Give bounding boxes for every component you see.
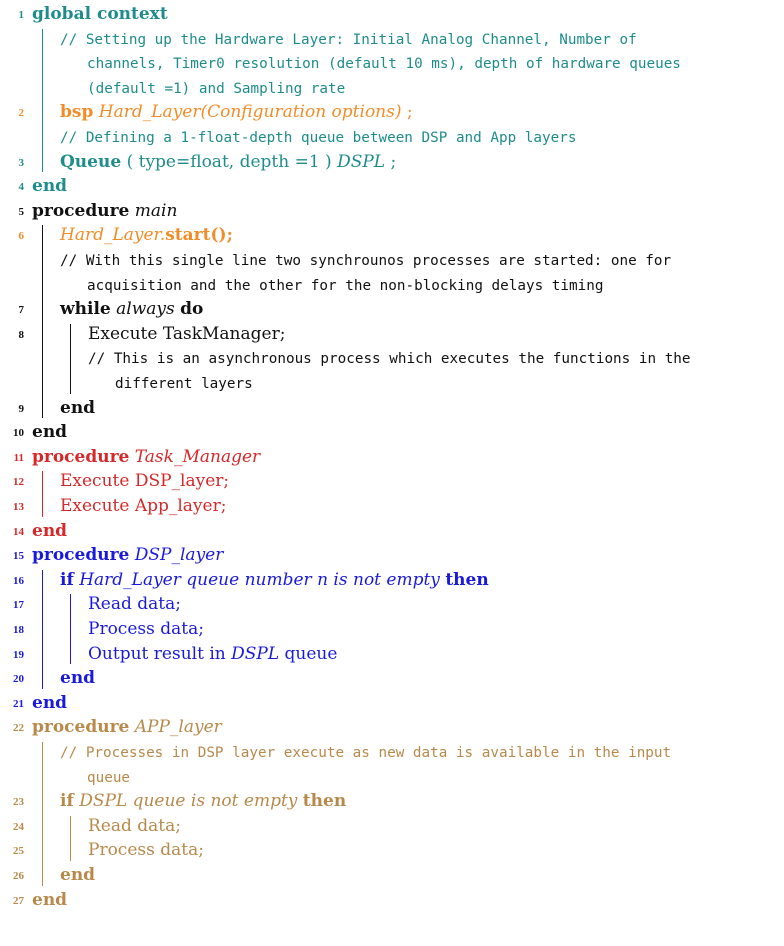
line-text bbox=[88, 592, 181, 616]
algorithm-line bbox=[0, 863, 784, 887]
line-text bbox=[32, 543, 223, 567]
line-number: 7 bbox=[18, 304, 24, 317]
line-text bbox=[60, 100, 413, 124]
line-text bbox=[87, 765, 130, 790]
algorithm-line bbox=[0, 838, 784, 862]
line-number: 14 bbox=[13, 525, 24, 538]
comment-text: queue bbox=[87, 769, 131, 786]
algorithm-comment-line bbox=[0, 765, 784, 789]
code-text: APP_layer bbox=[134, 717, 222, 738]
algorithm-comment-line bbox=[0, 51, 784, 75]
keyword: bsp bbox=[60, 102, 94, 123]
line-number: 25 bbox=[13, 845, 24, 858]
algorithm-line bbox=[0, 592, 784, 616]
line-text bbox=[60, 223, 233, 247]
code-text: DSP_layer bbox=[134, 545, 224, 566]
algorithm-line bbox=[0, 100, 784, 124]
line-number: 5 bbox=[18, 205, 24, 218]
code-text: Read data; bbox=[88, 815, 181, 836]
algorithm-line bbox=[0, 420, 784, 444]
keyword: procedure bbox=[32, 446, 130, 467]
line-text bbox=[88, 322, 285, 346]
code-text: Task_Manager bbox=[134, 446, 261, 467]
line-number: 13 bbox=[13, 501, 24, 513]
line-number: 17 bbox=[13, 599, 24, 612]
algorithm-line bbox=[0, 445, 784, 469]
line-number: 10 bbox=[13, 427, 24, 440]
comment-text: (default =1) and Sampling rate bbox=[87, 80, 346, 97]
code-text: Execute DSP_layer; bbox=[60, 471, 230, 492]
line-number: 22 bbox=[13, 722, 24, 735]
keyword: Queue bbox=[60, 151, 122, 172]
line-text bbox=[88, 642, 337, 666]
line-text bbox=[60, 666, 95, 690]
block-scope-bar bbox=[70, 594, 71, 664]
block-scope-bar bbox=[42, 471, 43, 516]
keyword: end bbox=[32, 889, 68, 910]
line-number: 19 bbox=[13, 648, 24, 661]
code-text: Execute App_layer; bbox=[60, 496, 227, 516]
line-text bbox=[32, 519, 67, 543]
algorithm-line bbox=[0, 642, 784, 666]
code-text: Hard_Layer(Configuration options) bbox=[93, 102, 402, 123]
code-text: Process data; bbox=[88, 840, 204, 861]
line-number: 15 bbox=[13, 550, 24, 563]
line-text bbox=[87, 273, 603, 298]
code-text: Output result in bbox=[88, 643, 232, 664]
code-text: DSPL queue is not empty bbox=[79, 791, 298, 812]
line-text bbox=[88, 346, 691, 371]
comment-text: different layers bbox=[115, 376, 253, 392]
line-text bbox=[60, 494, 226, 518]
keyword: end bbox=[32, 422, 68, 443]
line-number: 26 bbox=[13, 870, 24, 882]
line-number: 11 bbox=[13, 451, 24, 464]
line-number: 23 bbox=[13, 796, 24, 809]
keyword: do bbox=[180, 299, 204, 320]
code-text: queue bbox=[279, 643, 338, 664]
line-text bbox=[32, 199, 177, 223]
keyword: then bbox=[445, 569, 489, 590]
algorithm-line bbox=[0, 789, 784, 813]
code-text: Hard_Layer queue number n is not empty bbox=[79, 569, 440, 590]
keyword: procedure bbox=[32, 717, 130, 738]
line-number: 18 bbox=[13, 624, 24, 636]
algorithm-comment-line bbox=[0, 346, 784, 370]
keyword: end bbox=[60, 397, 96, 418]
line-text bbox=[32, 445, 260, 469]
code-text: Read data; bbox=[88, 594, 181, 615]
comment-text: // Defining a 1-float-depth queue between DSP and App layers bbox=[60, 130, 577, 146]
keyword: end bbox=[32, 176, 68, 197]
line-text bbox=[60, 150, 396, 174]
line-number: 27 bbox=[13, 894, 24, 907]
keyword: while bbox=[60, 299, 111, 320]
code-text: Process data; bbox=[88, 619, 204, 639]
line-text bbox=[60, 789, 346, 813]
line-text bbox=[32, 420, 67, 444]
keyword: end bbox=[60, 668, 96, 689]
algorithm-line bbox=[0, 494, 784, 518]
code-text: Execute TaskManager; bbox=[88, 323, 286, 344]
line-text bbox=[60, 27, 637, 52]
block-scope-bar bbox=[70, 324, 71, 394]
line-text bbox=[88, 814, 181, 838]
keyword: if bbox=[60, 791, 74, 812]
block-scope-bar bbox=[42, 742, 43, 886]
code-text: ; bbox=[385, 151, 397, 172]
block-scope-bar bbox=[42, 225, 43, 418]
code-text: Hard_Layer. bbox=[60, 225, 166, 246]
algorithm-line bbox=[0, 617, 784, 641]
algorithm-comment-line bbox=[0, 371, 784, 395]
algorithm-comment-line bbox=[0, 76, 784, 100]
line-number: 24 bbox=[13, 820, 24, 833]
line-text bbox=[32, 691, 67, 715]
line-text bbox=[60, 740, 671, 765]
line-number: 12 bbox=[13, 476, 24, 489]
code-text: ( type=float, depth =1 ) bbox=[121, 151, 338, 172]
algorithm-line bbox=[0, 396, 784, 420]
line-text bbox=[32, 888, 67, 912]
comment-text: // Setting up the Hardware Layer: Initial Analog Channel, Number of bbox=[60, 31, 637, 48]
line-text bbox=[60, 469, 229, 493]
comment-text: acquisition and the other for the non-blocking delays timing bbox=[87, 277, 604, 294]
algorithm-line bbox=[0, 150, 784, 174]
algorithm-line bbox=[0, 568, 784, 592]
comment-text: channels, Timer0 resolution (default 10 ms), depth of hardware queues bbox=[87, 56, 681, 73]
line-number: 1 bbox=[18, 9, 24, 21]
algorithm-line bbox=[0, 469, 784, 493]
keyword: start(); bbox=[165, 225, 233, 246]
line-text bbox=[88, 617, 204, 641]
algorithm-line bbox=[0, 2, 784, 26]
algorithm-line bbox=[0, 888, 784, 912]
line-text bbox=[60, 125, 576, 150]
line-number: 20 bbox=[13, 673, 24, 686]
line-text bbox=[32, 174, 67, 198]
block-scope-bar bbox=[42, 29, 43, 173]
line-number: 4 bbox=[18, 181, 24, 194]
line-text bbox=[87, 51, 681, 76]
algorithm-comment-line bbox=[0, 125, 784, 149]
algorithm-comment-line bbox=[0, 248, 784, 272]
keyword: global context bbox=[32, 4, 168, 24]
code-text: main bbox=[134, 200, 178, 221]
algorithm-line bbox=[0, 322, 784, 346]
algorithm-line bbox=[0, 691, 784, 715]
algorithm-line bbox=[0, 297, 784, 321]
keyword: then bbox=[302, 791, 347, 812]
line-number: 16 bbox=[13, 574, 24, 587]
line-text bbox=[87, 76, 345, 101]
keyword: procedure bbox=[32, 545, 130, 566]
code-text: always bbox=[116, 299, 175, 320]
code-text: DSPL bbox=[231, 643, 280, 664]
algorithm-line bbox=[0, 543, 784, 567]
comment-text: // With this single line two synchrounos processes are started: one for bbox=[60, 253, 672, 269]
algorithm-line bbox=[0, 715, 784, 739]
algorithm-line bbox=[0, 223, 784, 247]
block-scope-bar bbox=[70, 816, 71, 861]
algorithm-line bbox=[0, 814, 784, 838]
algorithm-comment-line bbox=[0, 273, 784, 297]
line-text bbox=[60, 863, 95, 887]
algorithm-line bbox=[0, 666, 784, 690]
keyword: end bbox=[32, 692, 68, 713]
keyword: end bbox=[32, 520, 68, 541]
keyword: end bbox=[60, 865, 96, 885]
line-text bbox=[32, 2, 168, 26]
algorithm-comment-line bbox=[0, 740, 784, 764]
line-number: 9 bbox=[18, 402, 24, 415]
line-text bbox=[115, 371, 253, 396]
line-text bbox=[88, 838, 204, 862]
line-number: 2 bbox=[18, 107, 24, 120]
algorithm-line bbox=[0, 174, 784, 198]
keyword: procedure bbox=[32, 200, 130, 221]
line-text bbox=[60, 568, 489, 592]
line-text bbox=[32, 715, 222, 739]
comment-text: // This is an asynchronous process which executes the functions in the bbox=[88, 351, 691, 368]
line-number: 3 bbox=[18, 156, 24, 169]
line-text bbox=[60, 248, 671, 273]
keyword: if bbox=[60, 569, 74, 590]
line-number: 6 bbox=[18, 230, 24, 243]
line-text bbox=[60, 396, 95, 420]
comment-text: // Processes in DSP layer execute as new data is available in the input bbox=[60, 745, 672, 761]
algorithm-line bbox=[0, 199, 784, 223]
code-text: ; bbox=[401, 102, 413, 123]
algorithm-line bbox=[0, 519, 784, 543]
block-scope-bar bbox=[42, 570, 43, 689]
algorithm-comment-line bbox=[0, 27, 784, 51]
code-text: DSPL bbox=[337, 151, 386, 172]
line-number: 8 bbox=[18, 328, 24, 341]
line-number: 21 bbox=[13, 697, 24, 710]
line-text bbox=[60, 297, 203, 321]
